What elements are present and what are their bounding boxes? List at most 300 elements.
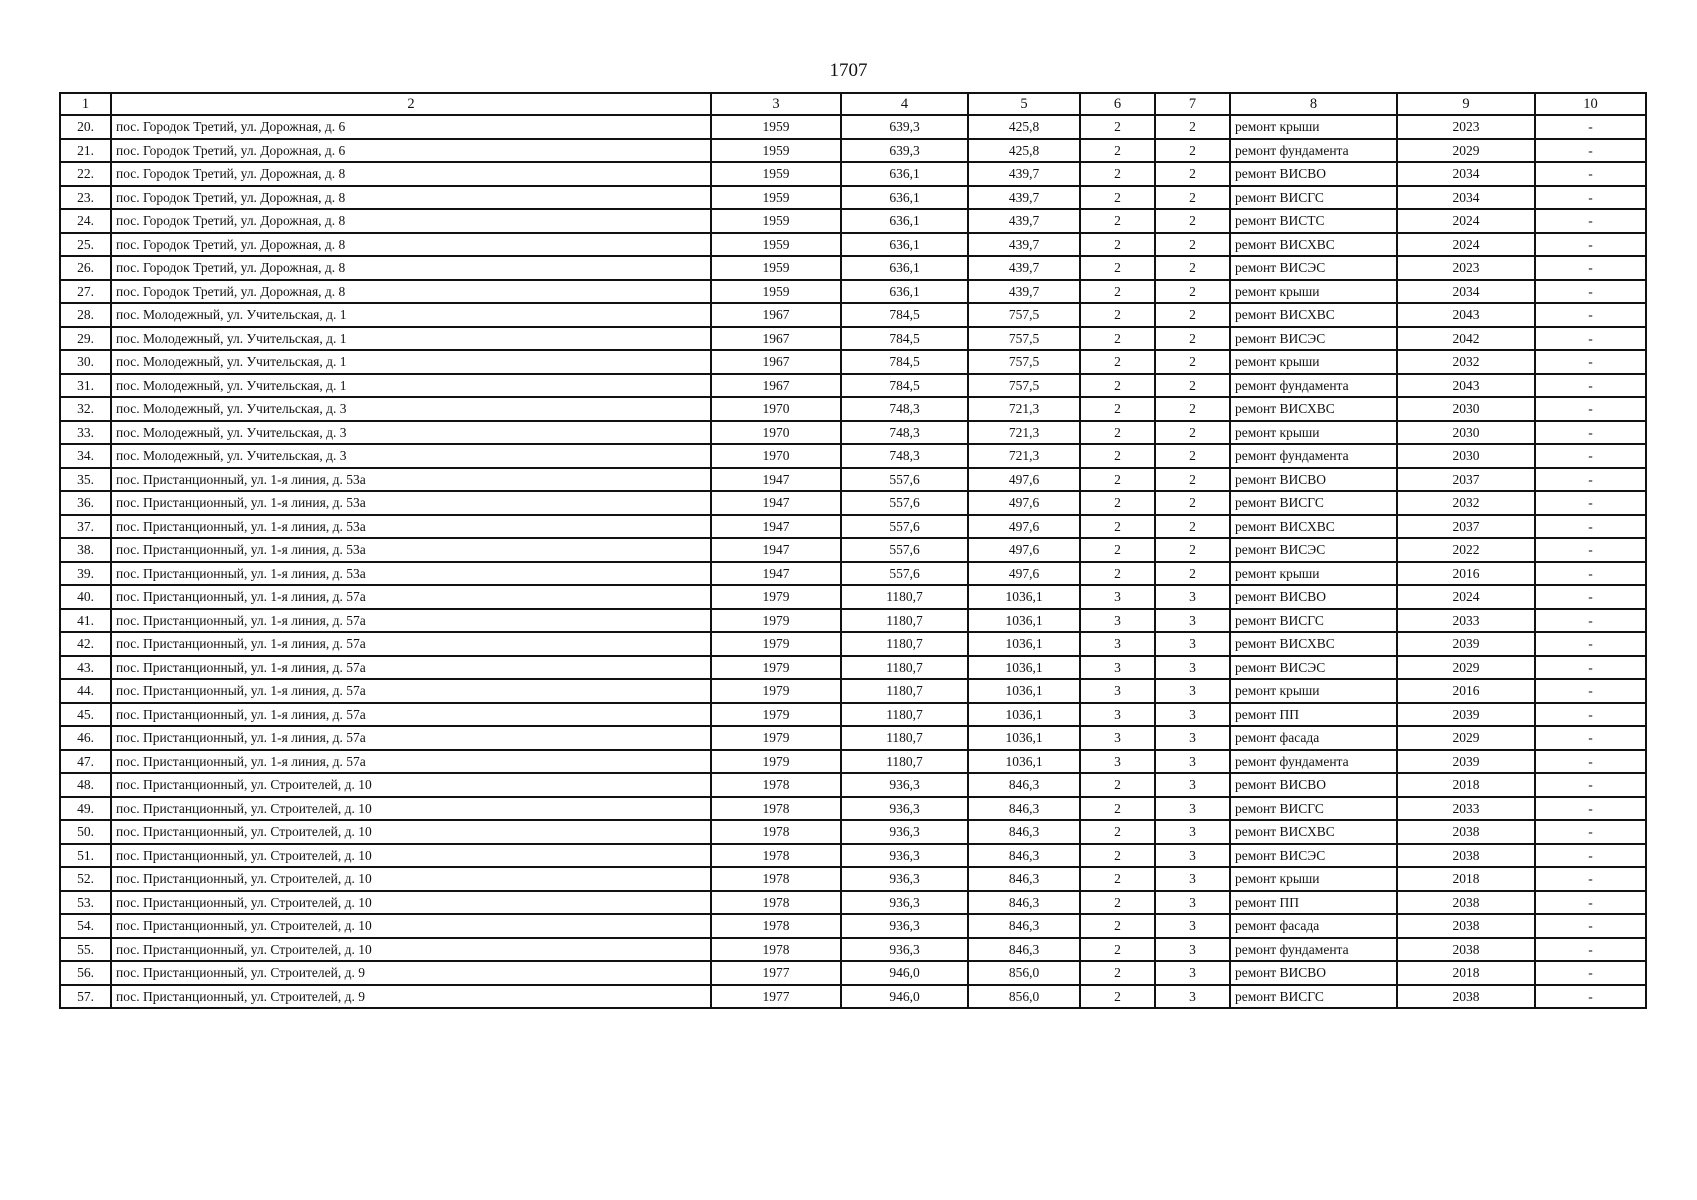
address-cell: пос. Пристанционный, ул. 1-я линия, д. 57а	[111, 632, 711, 656]
entrances-cell: 2	[1155, 162, 1230, 186]
planned-year-cell: 2029	[1397, 726, 1535, 750]
note-cell: -	[1535, 256, 1646, 280]
floors-cell: 2	[1080, 162, 1155, 186]
work-type-cell: ремонт ВИСВО	[1230, 773, 1397, 797]
floors-cell: 3	[1080, 609, 1155, 633]
planned-year-cell: 2033	[1397, 797, 1535, 821]
living-area-cell: 439,7	[968, 233, 1080, 257]
year-cell: 1947	[711, 538, 841, 562]
table-row	[60, 350, 1646, 374]
table-row	[60, 327, 1646, 351]
note-cell: -	[1535, 515, 1646, 539]
planned-year-cell: 2016	[1397, 562, 1535, 586]
work-type-cell: ремонт ВИСЭС	[1230, 256, 1397, 280]
note-cell: -	[1535, 797, 1646, 821]
address-cell: пос. Пристанционный, ул. 1-я линия, д. 57а	[111, 750, 711, 774]
living-area-cell: 439,7	[968, 280, 1080, 304]
note-cell: -	[1535, 162, 1646, 186]
address-cell: пос. Пристанционный, ул. 1-я линия, д. 57а	[111, 679, 711, 703]
row-number-cell: 43.	[60, 656, 111, 680]
planned-year-cell: 2033	[1397, 609, 1535, 633]
work-type-cell: ремонт ВИСВО	[1230, 585, 1397, 609]
total-area-cell: 748,3	[841, 421, 968, 445]
note-cell: -	[1535, 703, 1646, 727]
planned-year-cell: 2034	[1397, 186, 1535, 210]
address-cell: пос. Пристанционный, ул. 1-я линия, д. 53а	[111, 538, 711, 562]
page-number: 1707	[829, 60, 868, 81]
floors-cell: 2	[1080, 444, 1155, 468]
living-area-cell: 425,8	[968, 115, 1080, 139]
entrances-cell: 3	[1155, 820, 1230, 844]
total-area-cell: 557,6	[841, 515, 968, 539]
planned-year-cell: 2018	[1397, 773, 1535, 797]
row-number-cell: 48.	[60, 773, 111, 797]
entrances-cell: 3	[1155, 609, 1230, 633]
row-number-cell: 32.	[60, 397, 111, 421]
note-cell: -	[1535, 350, 1646, 374]
work-type-cell: ремонт крыши	[1230, 679, 1397, 703]
row-number-cell: 22.	[60, 162, 111, 186]
note-cell: -	[1535, 139, 1646, 163]
address-cell: пос. Пристанционный, ул. 1-я линия, д. 57а	[111, 609, 711, 633]
entrances-cell: 3	[1155, 844, 1230, 868]
row-number-cell: 42.	[60, 632, 111, 656]
living-area-cell: 439,7	[968, 209, 1080, 233]
total-area-cell: 636,1	[841, 280, 968, 304]
entrances-cell: 3	[1155, 656, 1230, 680]
year-cell: 1959	[711, 139, 841, 163]
address-cell: пос. Пристанционный, ул. Строителей, д. 9	[111, 985, 711, 1009]
living-area-cell: 757,5	[968, 350, 1080, 374]
table-row	[60, 938, 1646, 962]
work-type-cell: ремонт фундамента	[1230, 750, 1397, 774]
work-type-cell: ремонт ВИСВО	[1230, 468, 1397, 492]
planned-year-cell: 2034	[1397, 280, 1535, 304]
address-cell: пос. Молодежный, ул. Учительская, д. 3	[111, 421, 711, 445]
work-type-cell: ремонт ВИСХВС	[1230, 303, 1397, 327]
work-type-cell: ремонт ВИСХВС	[1230, 233, 1397, 257]
living-area-cell: 856,0	[968, 985, 1080, 1009]
planned-year-cell: 2037	[1397, 468, 1535, 492]
floors-cell: 2	[1080, 491, 1155, 515]
work-type-cell: ремонт ВИСХВС	[1230, 515, 1397, 539]
year-cell: 1947	[711, 515, 841, 539]
table-row	[60, 397, 1646, 421]
work-type-cell: ремонт ВИСВО	[1230, 162, 1397, 186]
total-area-cell: 1180,7	[841, 632, 968, 656]
planned-year-cell: 2034	[1397, 162, 1535, 186]
entrances-cell: 2	[1155, 538, 1230, 562]
entrances-cell: 2	[1155, 303, 1230, 327]
work-type-cell: ремонт ВИСВО	[1230, 961, 1397, 985]
planned-year-cell: 2018	[1397, 867, 1535, 891]
floors-cell: 2	[1080, 397, 1155, 421]
table-row	[60, 703, 1646, 727]
year-cell: 1959	[711, 209, 841, 233]
planned-year-cell: 2043	[1397, 374, 1535, 398]
living-area-cell: 1036,1	[968, 609, 1080, 633]
year-cell: 1979	[711, 703, 841, 727]
living-area-cell: 846,3	[968, 914, 1080, 938]
note-cell: -	[1535, 397, 1646, 421]
work-type-cell: ремонт фундамента	[1230, 938, 1397, 962]
floors-cell: 2	[1080, 303, 1155, 327]
planned-year-cell: 2038	[1397, 891, 1535, 915]
address-cell: пос. Пристанционный, ул. 1-я линия, д. 57а	[111, 585, 711, 609]
floors-cell: 2	[1080, 115, 1155, 139]
work-type-cell: ремонт фундамента	[1230, 374, 1397, 398]
table-row	[60, 891, 1646, 915]
year-cell: 1947	[711, 491, 841, 515]
total-area-cell: 784,5	[841, 327, 968, 351]
entrances-cell: 2	[1155, 515, 1230, 539]
entrances-cell: 2	[1155, 350, 1230, 374]
address-cell: пос. Молодежный, ул. Учительская, д. 1	[111, 303, 711, 327]
planned-year-cell: 2039	[1397, 750, 1535, 774]
total-area-cell: 636,1	[841, 256, 968, 280]
address-cell: пос. Пристанционный, ул. 1-я линия, д. 53а	[111, 562, 711, 586]
living-area-cell: 846,3	[968, 844, 1080, 868]
address-cell: пос. Городок Третий, ул. Дорожная, д. 8	[111, 256, 711, 280]
planned-year-cell: 2030	[1397, 397, 1535, 421]
note-cell: -	[1535, 538, 1646, 562]
row-number-cell: 57.	[60, 985, 111, 1009]
address-cell: пос. Пристанционный, ул. Строителей, д. 10	[111, 844, 711, 868]
total-area-cell: 1180,7	[841, 750, 968, 774]
row-number-cell: 50.	[60, 820, 111, 844]
entrances-cell: 3	[1155, 891, 1230, 915]
row-number-cell: 27.	[60, 280, 111, 304]
floors-cell: 2	[1080, 914, 1155, 938]
work-type-cell: ремонт крыши	[1230, 280, 1397, 304]
table-row	[60, 867, 1646, 891]
work-type-cell: ремонт крыши	[1230, 867, 1397, 891]
address-cell: пос. Пристанционный, ул. 1-я линия, д. 57а	[111, 656, 711, 680]
year-cell: 1978	[711, 914, 841, 938]
year-cell: 1979	[711, 585, 841, 609]
living-area-cell: 757,5	[968, 303, 1080, 327]
year-cell: 1959	[711, 256, 841, 280]
floors-cell: 2	[1080, 985, 1155, 1009]
living-area-cell: 497,6	[968, 491, 1080, 515]
table-row	[60, 209, 1646, 233]
entrances-cell: 2	[1155, 209, 1230, 233]
floors-cell: 3	[1080, 679, 1155, 703]
year-cell: 1970	[711, 444, 841, 468]
total-area-cell: 936,3	[841, 938, 968, 962]
address-cell: пос. Пристанционный, ул. Строителей, д. 10	[111, 938, 711, 962]
work-type-cell: ремонт фасада	[1230, 914, 1397, 938]
address-cell: пос. Пристанционный, ул. Строителей, д. 10	[111, 820, 711, 844]
floors-cell: 2	[1080, 515, 1155, 539]
planned-year-cell: 2029	[1397, 656, 1535, 680]
note-cell: -	[1535, 750, 1646, 774]
year-cell: 1959	[711, 280, 841, 304]
note-cell: -	[1535, 327, 1646, 351]
total-area-cell: 936,3	[841, 820, 968, 844]
entrances-cell: 2	[1155, 233, 1230, 257]
year-cell: 1967	[711, 350, 841, 374]
entrances-cell: 2	[1155, 139, 1230, 163]
year-cell: 1979	[711, 609, 841, 633]
planned-year-cell: 2032	[1397, 491, 1535, 515]
work-type-cell: ремонт ВИСХВС	[1230, 820, 1397, 844]
entrances-cell: 2	[1155, 280, 1230, 304]
planned-year-cell: 2037	[1397, 515, 1535, 539]
floors-cell: 2	[1080, 538, 1155, 562]
planned-year-cell: 2042	[1397, 327, 1535, 351]
total-area-cell: 557,6	[841, 538, 968, 562]
floors-cell: 2	[1080, 468, 1155, 492]
header-cell: 9	[1397, 93, 1535, 115]
work-type-cell: ремонт ВИСЭС	[1230, 327, 1397, 351]
table-body	[60, 115, 1646, 1008]
floors-cell: 2	[1080, 891, 1155, 915]
living-area-cell: 721,3	[968, 421, 1080, 445]
address-cell: пос. Пристанционный, ул. Строителей, д. 10	[111, 867, 711, 891]
entrances-cell: 3	[1155, 938, 1230, 962]
planned-year-cell: 2029	[1397, 139, 1535, 163]
work-type-cell: ремонт ВИСГС	[1230, 491, 1397, 515]
note-cell: -	[1535, 444, 1646, 468]
note-cell: -	[1535, 773, 1646, 797]
total-area-cell: 636,1	[841, 162, 968, 186]
year-cell: 1978	[711, 773, 841, 797]
living-area-cell: 1036,1	[968, 632, 1080, 656]
address-cell: пос. Молодежный, ул. Учительская, д. 1	[111, 374, 711, 398]
table-row	[60, 632, 1646, 656]
year-cell: 1967	[711, 303, 841, 327]
planned-year-cell: 2038	[1397, 914, 1535, 938]
floors-cell: 2	[1080, 186, 1155, 210]
entrances-cell: 2	[1155, 562, 1230, 586]
floors-cell: 2	[1080, 233, 1155, 257]
total-area-cell: 936,3	[841, 797, 968, 821]
address-cell: пос. Городок Третий, ул. Дорожная, д. 6	[111, 115, 711, 139]
floors-cell: 2	[1080, 374, 1155, 398]
note-cell: -	[1535, 961, 1646, 985]
year-cell: 1970	[711, 397, 841, 421]
row-number-cell: 25.	[60, 233, 111, 257]
total-area-cell: 936,3	[841, 773, 968, 797]
work-type-cell: ремонт ВИСГС	[1230, 985, 1397, 1009]
year-cell: 1959	[711, 162, 841, 186]
floors-cell: 2	[1080, 280, 1155, 304]
table-row	[60, 820, 1646, 844]
table-row	[60, 280, 1646, 304]
table-row	[60, 750, 1646, 774]
living-area-cell: 846,3	[968, 773, 1080, 797]
floors-cell: 3	[1080, 585, 1155, 609]
table-row	[60, 374, 1646, 398]
note-cell: -	[1535, 468, 1646, 492]
floors-cell: 2	[1080, 350, 1155, 374]
total-area-cell: 1180,7	[841, 703, 968, 727]
planned-year-cell: 2018	[1397, 961, 1535, 985]
entrances-cell: 2	[1155, 374, 1230, 398]
header-cell: 4	[841, 93, 968, 115]
year-cell: 1979	[711, 656, 841, 680]
floors-cell: 2	[1080, 844, 1155, 868]
year-cell: 1978	[711, 938, 841, 962]
planned-year-cell: 2038	[1397, 820, 1535, 844]
planned-year-cell: 2030	[1397, 421, 1535, 445]
year-cell: 1959	[711, 186, 841, 210]
header-cell: 5	[968, 93, 1080, 115]
address-cell: пос. Городок Третий, ул. Дорожная, д. 6	[111, 139, 711, 163]
note-cell: -	[1535, 820, 1646, 844]
table-row	[60, 538, 1646, 562]
row-number-cell: 41.	[60, 609, 111, 633]
planned-year-cell: 2016	[1397, 679, 1535, 703]
work-type-cell: ремонт ВИСЭС	[1230, 844, 1397, 868]
entrances-cell: 2	[1155, 421, 1230, 445]
entrances-cell: 3	[1155, 679, 1230, 703]
address-cell: пос. Пристанционный, ул. 1-я линия, д. 53а	[111, 491, 711, 515]
table-row	[60, 679, 1646, 703]
living-area-cell: 846,3	[968, 938, 1080, 962]
row-number-cell: 45.	[60, 703, 111, 727]
row-number-cell: 39.	[60, 562, 111, 586]
note-cell: -	[1535, 679, 1646, 703]
entrances-cell: 2	[1155, 444, 1230, 468]
total-area-cell: 639,3	[841, 115, 968, 139]
living-area-cell: 497,6	[968, 538, 1080, 562]
total-area-cell: 636,1	[841, 209, 968, 233]
note-cell: -	[1535, 209, 1646, 233]
repair-schedule-table	[59, 92, 1647, 1009]
row-number-cell: 24.	[60, 209, 111, 233]
work-type-cell: ремонт фундамента	[1230, 444, 1397, 468]
floors-cell: 2	[1080, 961, 1155, 985]
entrances-cell: 3	[1155, 961, 1230, 985]
entrances-cell: 3	[1155, 750, 1230, 774]
row-number-cell: 21.	[60, 139, 111, 163]
row-number-cell: 55.	[60, 938, 111, 962]
row-number-cell: 46.	[60, 726, 111, 750]
living-area-cell: 497,6	[968, 562, 1080, 586]
entrances-cell: 3	[1155, 797, 1230, 821]
header-cell: 8	[1230, 93, 1397, 115]
note-cell: -	[1535, 280, 1646, 304]
year-cell: 1947	[711, 468, 841, 492]
total-area-cell: 748,3	[841, 444, 968, 468]
row-number-cell: 38.	[60, 538, 111, 562]
total-area-cell: 748,3	[841, 397, 968, 421]
entrances-cell: 3	[1155, 632, 1230, 656]
entrances-cell: 2	[1155, 491, 1230, 515]
work-type-cell: ремонт крыши	[1230, 350, 1397, 374]
work-type-cell: ремонт ВИСЭС	[1230, 538, 1397, 562]
planned-year-cell: 2024	[1397, 209, 1535, 233]
year-cell: 1978	[711, 867, 841, 891]
row-number-cell: 20.	[60, 115, 111, 139]
total-area-cell: 1180,7	[841, 585, 968, 609]
year-cell: 1978	[711, 844, 841, 868]
header-cell: 3	[711, 93, 841, 115]
note-cell: -	[1535, 374, 1646, 398]
address-cell: пос. Молодежный, ул. Учительская, д. 1	[111, 327, 711, 351]
living-area-cell: 497,6	[968, 515, 1080, 539]
address-cell: пос. Пристанционный, ул. Строителей, д. 10	[111, 773, 711, 797]
living-area-cell: 1036,1	[968, 679, 1080, 703]
work-type-cell: ремонт ВИСЭС	[1230, 656, 1397, 680]
entrances-cell: 2	[1155, 468, 1230, 492]
table-row	[60, 162, 1646, 186]
total-area-cell: 557,6	[841, 468, 968, 492]
note-cell: -	[1535, 233, 1646, 257]
header-cell: 1	[60, 93, 111, 115]
total-area-cell: 1180,7	[841, 609, 968, 633]
row-number-cell: 52.	[60, 867, 111, 891]
entrances-cell: 2	[1155, 327, 1230, 351]
planned-year-cell: 2038	[1397, 985, 1535, 1009]
entrances-cell: 3	[1155, 585, 1230, 609]
note-cell: -	[1535, 421, 1646, 445]
planned-year-cell: 2032	[1397, 350, 1535, 374]
total-area-cell: 636,1	[841, 186, 968, 210]
year-cell: 1959	[711, 233, 841, 257]
row-number-cell: 34.	[60, 444, 111, 468]
floors-cell: 2	[1080, 209, 1155, 233]
work-type-cell: ремонт ВИСГС	[1230, 609, 1397, 633]
row-number-cell: 56.	[60, 961, 111, 985]
address-cell: пос. Молодежный, ул. Учительская, д. 3	[111, 397, 711, 421]
year-cell: 1978	[711, 891, 841, 915]
work-type-cell: ремонт ВИСГС	[1230, 186, 1397, 210]
row-number-cell: 33.	[60, 421, 111, 445]
address-cell: пос. Пристанционный, ул. Строителей, д. 10	[111, 914, 711, 938]
floors-cell: 2	[1080, 773, 1155, 797]
work-type-cell: ремонт ВИСТС	[1230, 209, 1397, 233]
table-row	[60, 961, 1646, 985]
living-area-cell: 721,3	[968, 444, 1080, 468]
year-cell: 1977	[711, 985, 841, 1009]
year-cell: 1959	[711, 115, 841, 139]
total-area-cell: 936,3	[841, 891, 968, 915]
table-row	[60, 444, 1646, 468]
row-number-cell: 51.	[60, 844, 111, 868]
living-area-cell: 846,3	[968, 891, 1080, 915]
total-area-cell: 1180,7	[841, 726, 968, 750]
entrances-cell: 3	[1155, 914, 1230, 938]
table-row	[60, 609, 1646, 633]
work-type-cell: ремонт ВИСГС	[1230, 797, 1397, 821]
table-row	[60, 844, 1646, 868]
total-area-cell: 557,6	[841, 491, 968, 515]
note-cell: -	[1535, 914, 1646, 938]
planned-year-cell: 2023	[1397, 256, 1535, 280]
living-area-cell: 1036,1	[968, 726, 1080, 750]
year-cell: 1970	[711, 421, 841, 445]
living-area-cell: 439,7	[968, 186, 1080, 210]
note-cell: -	[1535, 585, 1646, 609]
work-type-cell: ремонт ПП	[1230, 703, 1397, 727]
floors-cell: 2	[1080, 820, 1155, 844]
row-number-cell: 23.	[60, 186, 111, 210]
address-cell: пос. Молодежный, ул. Учительская, д. 1	[111, 350, 711, 374]
floors-cell: 2	[1080, 867, 1155, 891]
living-area-cell: 846,3	[968, 797, 1080, 821]
planned-year-cell: 2038	[1397, 938, 1535, 962]
table-row	[60, 139, 1646, 163]
address-cell: пос. Городок Третий, ул. Дорожная, д. 8	[111, 280, 711, 304]
table-header	[60, 93, 1646, 115]
header-cell: 6	[1080, 93, 1155, 115]
planned-year-cell: 2022	[1397, 538, 1535, 562]
table-row	[60, 115, 1646, 139]
work-type-cell: ремонт ВИСХВС	[1230, 397, 1397, 421]
